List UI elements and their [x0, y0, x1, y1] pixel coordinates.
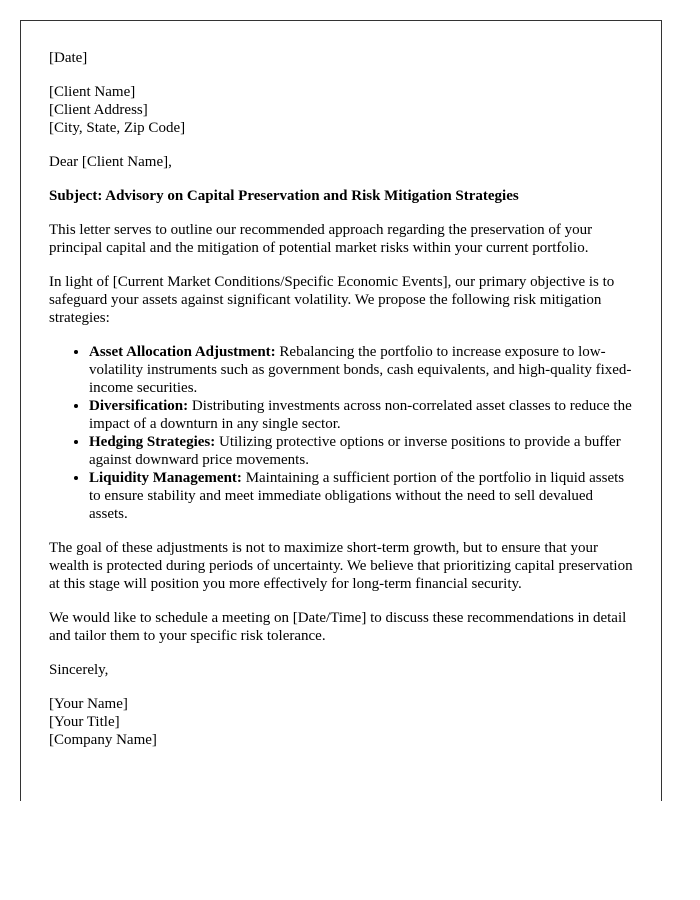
strategy-title: Diversification: — [89, 398, 189, 414]
client-name: [Client Name] — [49, 84, 136, 100]
strategy-item — [89, 343, 633, 397]
letter-page — [20, 20, 662, 801]
strategy-title: Liquidity Management: — [89, 470, 242, 486]
company-name: [Company Name] — [49, 732, 157, 748]
meeting-paragraph: We would like to schedule a meeting on [Date/Time] to discuss these recommendations in detail and tailor them to your specific risk tolerance. — [49, 610, 627, 644]
date: [Date] — [49, 50, 88, 66]
context-paragraph: In light of [Current Market Conditions/Specific Economic Events], our primary objective is to safeguard your assets against significant volatility. We propose the following risk mitigation strategies: — [49, 274, 615, 326]
goal-paragraph: The goal of these adjustments is not to maximize short-term growth, but to ensure that your wealth is protected during periods of uncertainty. We believe that prioritizing capital preservation at this stage will position you more effectively for long-term financial security. — [49, 540, 633, 592]
intro-paragraph: This letter serves to outline our recommended approach regarding the preservation of your principal capital and the mitigation of potential market risks within your current portfolio. — [49, 222, 593, 256]
signature-block — [49, 695, 633, 749]
client-city-state-zip: [City, State, Zip Code] — [49, 120, 186, 136]
subject-text: Subject: Advisory on Capital Preservation and Risk Mitigation Strategies — [49, 188, 519, 204]
strategy-text: Utilizing protective options or inverse positions to provide a buffer against downward price movements. — [89, 434, 621, 468]
strategy-title: Hedging Strategies: — [89, 434, 216, 450]
subject-line — [49, 187, 633, 205]
strategy-list — [49, 343, 633, 523]
client-address: [Client Address] — [49, 102, 148, 118]
signoff: Sincerely, — [49, 662, 109, 678]
strategy-text: Rebalancing the portfolio to increase exposure to low-volatility instruments such as government bonds, cash equivalents, and high-quality fixed-income securities. — [89, 344, 632, 396]
recipient-address — [49, 83, 633, 137]
strategy-item — [89, 397, 633, 433]
salutation: Dear [Client Name], — [49, 154, 172, 170]
sender-title: [Your Title] — [49, 714, 120, 730]
strategy-text: Distributing investments across non-correlated asset classes to reduce the impact of a downturn in any single sector. — [89, 398, 632, 432]
strategy-item — [89, 433, 633, 469]
strategy-text: Maintaining a sufficient portion of the portfolio in liquid assets to ensure stability and meet immediate obligations without the need to sell devalued assets. — [89, 470, 625, 522]
strategy-item — [89, 469, 633, 523]
sender-name: [Your Name] — [49, 696, 128, 712]
strategy-title: Asset Allocation Adjustment: — [89, 344, 276, 360]
